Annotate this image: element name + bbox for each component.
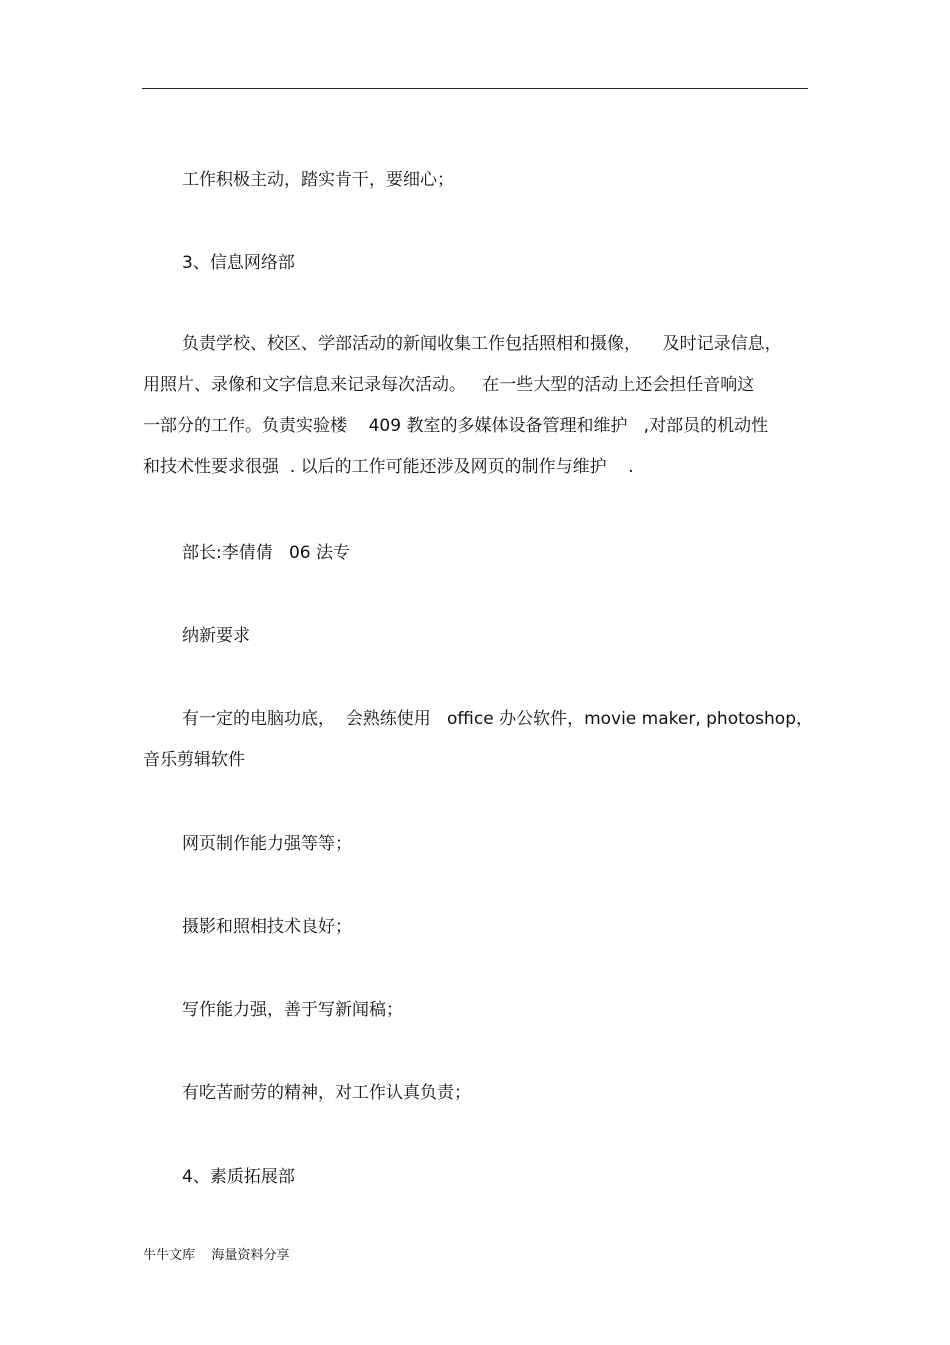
requirements-title: 纳新要求 [182,626,250,646]
requirement-item: 网页制作能力强等等； [182,834,352,854]
paragraph-line: 用照片、录像和文字信息来记录每次活动。 在一些大型的活动上还会担任音响这 [143,375,755,395]
requirement-item: 写作能力强，善于写新闻稿； [182,1000,403,1020]
skills-paragraph [143,699,813,781]
requirement-item: 摄影和照相技术良好； [182,917,352,937]
paragraph-line: 音乐剪辑软件 [143,750,245,770]
page-footer: 牛牛文库 海量资料分享 [143,1248,290,1263]
header-rule [142,88,808,89]
section-heading-quality-expansion: 4、素质拓展部 [182,1167,295,1187]
requirement-item: 有吃苦耐劳的精神，对工作认真负责； [182,1083,471,1103]
minister-line: 部长:李倩倩 06 法专 [182,543,350,563]
info-department-paragraph [143,324,805,488]
paragraph-line: 负责学校、校区、学部活动的新闻收集工作包括照相和摄像， 及时记录信息， [182,334,782,354]
paragraph-line: 和技术性要求很强 . 以后的工作可能还涉及网页的制作与维护 . [143,457,634,477]
paragraph-line: 有一定的电脑功底， 会熟练使用 office 办公软件，movie maker, photoshop， [182,709,813,729]
paragraph-line: 一部分的工作。负责实验楼 409 教室的多媒体设备管理和维护 ,对部员的机动性 [143,416,769,436]
section-heading-info-network: 3、信息网络部 [182,253,295,273]
text-line-diligence: 工作积极主动，踏实肯干，要细心； [182,170,454,190]
